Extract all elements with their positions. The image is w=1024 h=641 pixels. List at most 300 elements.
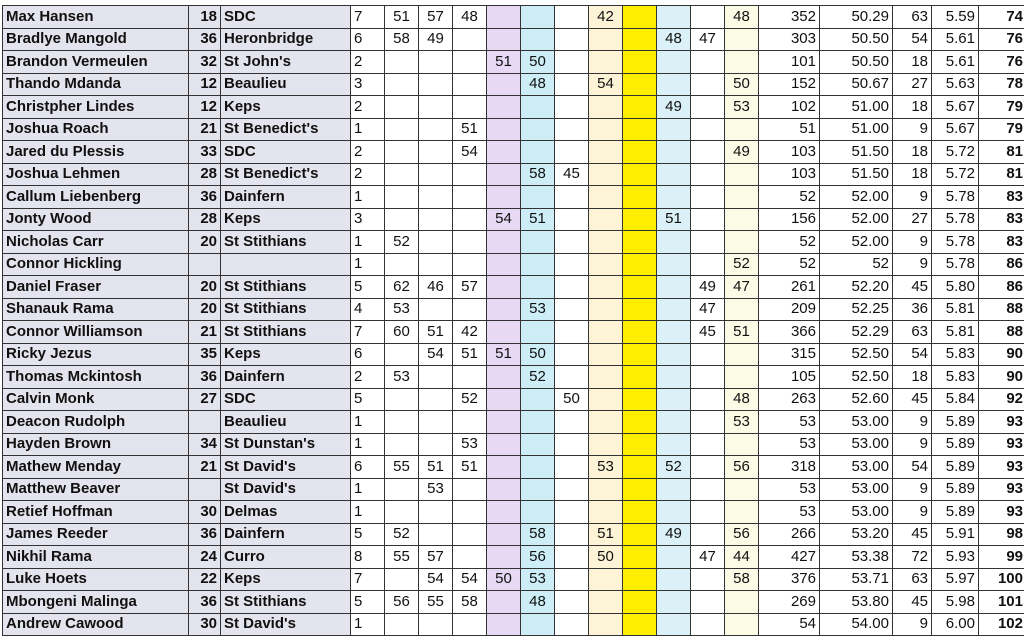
round-score-cell <box>657 73 691 96</box>
par-cell: 9 <box>893 231 932 254</box>
par-cell: 36 <box>893 298 932 321</box>
round-score-cell <box>487 73 521 96</box>
club-cell: Keps <box>221 96 351 119</box>
average-score-cell: 53.71 <box>820 568 893 591</box>
handicap-cell: 18 <box>189 6 221 29</box>
round-score-cell <box>487 141 521 164</box>
club-cell: St Stithians <box>221 231 351 254</box>
round-score-cell <box>555 343 589 366</box>
round-score-cell <box>487 253 521 276</box>
rank-cell: 83 <box>979 208 1024 231</box>
table-row <box>3 456 1024 479</box>
per-hole-average-cell: 5.72 <box>932 141 979 164</box>
par-cell: 9 <box>893 118 932 141</box>
round-score-cell: 58 <box>521 163 555 186</box>
round-score-cell <box>691 433 725 456</box>
table-row <box>3 28 1024 51</box>
round-score-cell <box>589 501 623 524</box>
round-score-cell <box>657 118 691 141</box>
rank-cell: 93 <box>979 456 1024 479</box>
round-score-cell <box>555 366 589 389</box>
handicap-cell: 21 <box>189 456 221 479</box>
round-score-cell <box>555 591 589 614</box>
per-hole-average-cell: 5.89 <box>932 501 979 524</box>
per-hole-average-cell: 5.93 <box>932 546 979 569</box>
round-score-cell <box>589 253 623 276</box>
round-score-cell <box>555 568 589 591</box>
round-score-cell: 58 <box>521 523 555 546</box>
average-score-cell: 52.20 <box>820 276 893 299</box>
round-score-cell <box>419 613 453 636</box>
rank-cell: 83 <box>979 186 1024 209</box>
average-score-cell: 51.50 <box>820 163 893 186</box>
average-score-cell: 51.00 <box>820 96 893 119</box>
player-name-cell: Thomas Mckintosh <box>3 366 189 389</box>
per-hole-average-cell: 5.61 <box>932 51 979 74</box>
rank-cell: 93 <box>979 478 1024 501</box>
round-score-cell: 42 <box>453 321 487 344</box>
handicap-cell: 35 <box>189 343 221 366</box>
player-name-cell: Nikhil Rama <box>3 546 189 569</box>
average-score-cell: 51.50 <box>820 141 893 164</box>
handicap-cell: 24 <box>189 546 221 569</box>
table-row <box>3 6 1024 29</box>
round-score-cell <box>691 231 725 254</box>
round-score-cell <box>623 208 657 231</box>
total-score-cell: 366 <box>759 321 820 344</box>
round-score-cell: 55 <box>419 591 453 614</box>
round-score-cell <box>589 118 623 141</box>
par-cell: 9 <box>893 613 932 636</box>
total-score-cell: 102 <box>759 96 820 119</box>
round-score-cell: 47 <box>691 28 725 51</box>
round-score-cell <box>555 478 589 501</box>
round-score-cell: 60 <box>385 321 419 344</box>
round-score-cell <box>487 546 521 569</box>
round-score-cell <box>691 478 725 501</box>
round-score-cell <box>521 276 555 299</box>
player-name-cell: Shanauk Rama <box>3 298 189 321</box>
average-score-cell: 52 <box>820 253 893 276</box>
round-score-cell <box>453 231 487 254</box>
round-score-cell <box>385 73 419 96</box>
round-score-cell <box>521 231 555 254</box>
round-score-cell <box>623 456 657 479</box>
round-score-cell <box>623 253 657 276</box>
player-name-cell: Calvin Monk <box>3 388 189 411</box>
round-score-cell <box>487 231 521 254</box>
round-score-cell <box>555 141 589 164</box>
per-hole-average-cell: 5.84 <box>932 388 979 411</box>
round-score-cell <box>555 253 589 276</box>
club-cell: St Stithians <box>221 298 351 321</box>
player-name-cell: Callum Liebenberg <box>3 186 189 209</box>
round-score-cell: 53 <box>725 96 759 119</box>
round-score-cell <box>521 501 555 524</box>
handicap-cell <box>189 253 221 276</box>
rounds-played-cell: 6 <box>351 28 385 51</box>
round-score-cell <box>521 28 555 51</box>
round-score-cell <box>385 478 419 501</box>
per-hole-average-cell: 5.72 <box>932 163 979 186</box>
table-row <box>3 208 1024 231</box>
round-score-cell: 44 <box>725 546 759 569</box>
player-name-cell: Hayden Brown <box>3 433 189 456</box>
round-score-cell <box>453 73 487 96</box>
per-hole-average-cell: 5.78 <box>932 186 979 209</box>
handicap-cell: 28 <box>189 208 221 231</box>
club-cell: Heronbridge <box>221 28 351 51</box>
round-score-cell <box>623 613 657 636</box>
table-row <box>3 231 1024 254</box>
round-score-cell <box>453 28 487 51</box>
rank-cell: 93 <box>979 433 1024 456</box>
round-score-cell: 52 <box>385 231 419 254</box>
round-score-cell <box>385 96 419 119</box>
total-score-cell: 53 <box>759 411 820 434</box>
table-row <box>3 141 1024 164</box>
per-hole-average-cell: 5.89 <box>932 456 979 479</box>
round-score-cell <box>589 433 623 456</box>
round-score-cell <box>725 118 759 141</box>
round-score-cell <box>691 501 725 524</box>
round-score-cell <box>623 523 657 546</box>
player-name-cell: Matthew Beaver <box>3 478 189 501</box>
par-cell: 45 <box>893 523 932 546</box>
handicap-cell: 36 <box>189 523 221 546</box>
round-score-cell <box>453 51 487 74</box>
round-score-cell <box>691 186 725 209</box>
table-row <box>3 433 1024 456</box>
round-score-cell <box>589 141 623 164</box>
round-score-cell: 53 <box>725 411 759 434</box>
round-score-cell <box>623 298 657 321</box>
round-score-cell <box>657 321 691 344</box>
round-score-cell: 50 <box>521 343 555 366</box>
round-score-cell <box>453 501 487 524</box>
per-hole-average-cell: 5.89 <box>932 411 979 434</box>
round-score-cell: 50 <box>487 568 521 591</box>
round-score-cell <box>385 501 419 524</box>
round-score-cell <box>487 118 521 141</box>
round-score-cell <box>623 501 657 524</box>
round-score-cell <box>691 591 725 614</box>
per-hole-average-cell: 5.83 <box>932 343 979 366</box>
round-score-cell <box>657 186 691 209</box>
handicap-cell: 30 <box>189 613 221 636</box>
table-row <box>3 501 1024 524</box>
round-score-cell <box>453 546 487 569</box>
rounds-played-cell: 2 <box>351 366 385 389</box>
total-score-cell: 352 <box>759 6 820 29</box>
round-score-cell <box>725 478 759 501</box>
round-score-cell: 45 <box>691 321 725 344</box>
per-hole-average-cell: 5.91 <box>932 523 979 546</box>
club-cell: Dainfern <box>221 366 351 389</box>
round-score-cell <box>419 73 453 96</box>
rank-cell: 100 <box>979 568 1024 591</box>
club-cell: St Stithians <box>221 321 351 344</box>
round-score-cell <box>555 96 589 119</box>
round-score-cell <box>487 6 521 29</box>
average-score-cell: 53.00 <box>820 456 893 479</box>
total-score-cell: 105 <box>759 366 820 389</box>
round-score-cell <box>691 6 725 29</box>
per-hole-average-cell: 5.98 <box>932 591 979 614</box>
results-table <box>2 5 1024 636</box>
average-score-cell: 53.20 <box>820 523 893 546</box>
rank-cell: 93 <box>979 411 1024 434</box>
round-score-cell <box>589 96 623 119</box>
par-cell: 9 <box>893 186 932 209</box>
round-score-cell: 42 <box>589 6 623 29</box>
round-score-cell <box>487 276 521 299</box>
club-cell: St David's <box>221 456 351 479</box>
average-score-cell: 52.50 <box>820 366 893 389</box>
par-cell: 45 <box>893 591 932 614</box>
round-score-cell: 51 <box>385 6 419 29</box>
per-hole-average-cell: 5.89 <box>932 433 979 456</box>
round-score-cell: 54 <box>453 568 487 591</box>
rank-cell: 76 <box>979 51 1024 74</box>
club-cell: St Dunstan's <box>221 433 351 456</box>
round-score-cell <box>453 163 487 186</box>
round-score-cell <box>385 118 419 141</box>
handicap-cell: 20 <box>189 231 221 254</box>
round-score-cell <box>589 298 623 321</box>
average-score-cell: 53.00 <box>820 501 893 524</box>
average-score-cell: 50.67 <box>820 73 893 96</box>
round-score-cell <box>555 456 589 479</box>
round-score-cell <box>623 96 657 119</box>
player-name-cell: Nicholas Carr <box>3 231 189 254</box>
round-score-cell <box>725 186 759 209</box>
round-score-cell: 50 <box>589 546 623 569</box>
club-cell: St Benedict's <box>221 118 351 141</box>
round-score-cell <box>555 523 589 546</box>
handicap-cell: 12 <box>189 73 221 96</box>
club-cell: Keps <box>221 568 351 591</box>
round-score-cell: 49 <box>419 28 453 51</box>
round-score-cell <box>657 141 691 164</box>
round-score-cell <box>521 141 555 164</box>
per-hole-average-cell: 5.81 <box>932 298 979 321</box>
round-score-cell: 53 <box>385 366 419 389</box>
club-cell: Curro <box>221 546 351 569</box>
par-cell: 27 <box>893 73 932 96</box>
club-cell: St David's <box>221 613 351 636</box>
club-cell: Dainfern <box>221 186 351 209</box>
club-cell: St Stithians <box>221 276 351 299</box>
rank-cell: 81 <box>979 141 1024 164</box>
round-score-cell <box>589 28 623 51</box>
round-score-cell <box>589 478 623 501</box>
player-name-cell: James Reeder <box>3 523 189 546</box>
round-score-cell <box>385 253 419 276</box>
round-score-cell <box>589 388 623 411</box>
round-score-cell <box>487 186 521 209</box>
player-name-cell: Deacon Rudolph <box>3 411 189 434</box>
round-score-cell <box>555 321 589 344</box>
round-score-cell <box>691 208 725 231</box>
round-score-cell <box>657 411 691 434</box>
round-score-cell: 55 <box>385 456 419 479</box>
round-score-cell <box>623 546 657 569</box>
round-score-cell: 49 <box>657 523 691 546</box>
round-score-cell: 52 <box>725 253 759 276</box>
table-row <box>3 186 1024 209</box>
round-score-cell: 47 <box>691 546 725 569</box>
round-score-cell <box>555 613 589 636</box>
rank-cell: 98 <box>979 523 1024 546</box>
player-name-cell: Mathew Menday <box>3 456 189 479</box>
handicap-cell: 20 <box>189 276 221 299</box>
average-score-cell: 52.25 <box>820 298 893 321</box>
table-row <box>3 51 1024 74</box>
round-score-cell <box>555 6 589 29</box>
round-score-cell <box>385 163 419 186</box>
rank-cell: 88 <box>979 298 1024 321</box>
round-score-cell <box>589 613 623 636</box>
round-score-cell: 48 <box>657 28 691 51</box>
round-score-cell <box>487 28 521 51</box>
club-cell <box>221 253 351 276</box>
rounds-played-cell: 2 <box>351 96 385 119</box>
per-hole-average-cell: 5.63 <box>932 73 979 96</box>
round-score-cell <box>725 591 759 614</box>
rank-cell: 74 <box>979 6 1024 29</box>
round-score-cell: 58 <box>453 591 487 614</box>
per-hole-average-cell: 5.80 <box>932 276 979 299</box>
round-score-cell: 54 <box>419 568 453 591</box>
round-score-cell <box>487 613 521 636</box>
round-score-cell <box>453 366 487 389</box>
par-cell: 9 <box>893 433 932 456</box>
round-score-cell <box>521 456 555 479</box>
round-score-cell <box>657 276 691 299</box>
round-score-cell: 54 <box>453 141 487 164</box>
rank-cell: 79 <box>979 118 1024 141</box>
handicap-cell: 33 <box>189 141 221 164</box>
rounds-played-cell: 7 <box>351 6 385 29</box>
round-score-cell <box>521 6 555 29</box>
round-score-cell: 54 <box>589 73 623 96</box>
round-score-cell <box>521 613 555 636</box>
handicap-cell <box>189 411 221 434</box>
round-score-cell <box>487 321 521 344</box>
per-hole-average-cell: 5.89 <box>932 478 979 501</box>
round-score-cell <box>623 388 657 411</box>
table-row <box>3 298 1024 321</box>
round-score-cell <box>453 478 487 501</box>
round-score-cell <box>589 163 623 186</box>
round-score-cell <box>419 231 453 254</box>
round-score-cell <box>589 51 623 74</box>
table-row <box>3 366 1024 389</box>
rounds-played-cell: 1 <box>351 411 385 434</box>
round-score-cell <box>487 96 521 119</box>
club-cell: Keps <box>221 343 351 366</box>
round-score-cell: 51 <box>487 343 521 366</box>
round-score-cell <box>725 343 759 366</box>
total-score-cell: 52 <box>759 186 820 209</box>
handicap-cell: 36 <box>189 28 221 51</box>
club-cell: St Stithians <box>221 591 351 614</box>
round-score-cell <box>385 208 419 231</box>
round-score-cell <box>623 366 657 389</box>
round-score-cell: 51 <box>453 456 487 479</box>
player-name-cell: Christpher Lindes <box>3 96 189 119</box>
total-score-cell: 53 <box>759 478 820 501</box>
round-score-cell <box>623 433 657 456</box>
total-score-cell: 54 <box>759 613 820 636</box>
round-score-cell: 48 <box>725 6 759 29</box>
round-score-cell: 53 <box>385 298 419 321</box>
round-score-cell: 48 <box>725 388 759 411</box>
round-score-cell <box>657 433 691 456</box>
average-score-cell: 50.50 <box>820 28 893 51</box>
total-score-cell: 53 <box>759 433 820 456</box>
table-row <box>3 73 1024 96</box>
round-score-cell <box>691 343 725 366</box>
round-score-cell <box>487 523 521 546</box>
round-score-cell <box>385 343 419 366</box>
handicap-cell: 32 <box>189 51 221 74</box>
rounds-played-cell: 2 <box>351 163 385 186</box>
round-score-cell: 54 <box>487 208 521 231</box>
handicap-cell: 12 <box>189 96 221 119</box>
round-score-cell: 45 <box>555 163 589 186</box>
par-cell: 18 <box>893 96 932 119</box>
round-score-cell <box>657 51 691 74</box>
rounds-played-cell: 5 <box>351 591 385 614</box>
par-cell: 27 <box>893 208 932 231</box>
round-score-cell <box>657 298 691 321</box>
round-score-cell <box>385 568 419 591</box>
round-score-cell <box>521 118 555 141</box>
total-score-cell: 266 <box>759 523 820 546</box>
par-cell: 9 <box>893 501 932 524</box>
handicap-cell: 36 <box>189 591 221 614</box>
total-score-cell: 303 <box>759 28 820 51</box>
round-score-cell <box>555 501 589 524</box>
round-score-cell <box>657 568 691 591</box>
rounds-played-cell: 1 <box>351 118 385 141</box>
rounds-played-cell: 1 <box>351 231 385 254</box>
round-score-cell <box>521 321 555 344</box>
rounds-played-cell: 1 <box>351 186 385 209</box>
club-cell: SDC <box>221 388 351 411</box>
round-score-cell: 53 <box>419 478 453 501</box>
round-score-cell: 49 <box>691 276 725 299</box>
per-hole-average-cell: 5.67 <box>932 118 979 141</box>
round-score-cell <box>487 298 521 321</box>
table-row <box>3 613 1024 636</box>
rounds-played-cell: 3 <box>351 73 385 96</box>
rank-cell: 86 <box>979 253 1024 276</box>
table-row <box>3 523 1024 546</box>
round-score-cell <box>657 231 691 254</box>
total-score-cell: 209 <box>759 298 820 321</box>
par-cell: 63 <box>893 6 932 29</box>
player-name-cell: Joshua Roach <box>3 118 189 141</box>
club-cell: SDC <box>221 141 351 164</box>
round-score-cell <box>453 411 487 434</box>
round-score-cell <box>419 118 453 141</box>
round-score-cell <box>623 231 657 254</box>
round-score-cell: 47 <box>725 276 759 299</box>
round-score-cell <box>623 28 657 51</box>
